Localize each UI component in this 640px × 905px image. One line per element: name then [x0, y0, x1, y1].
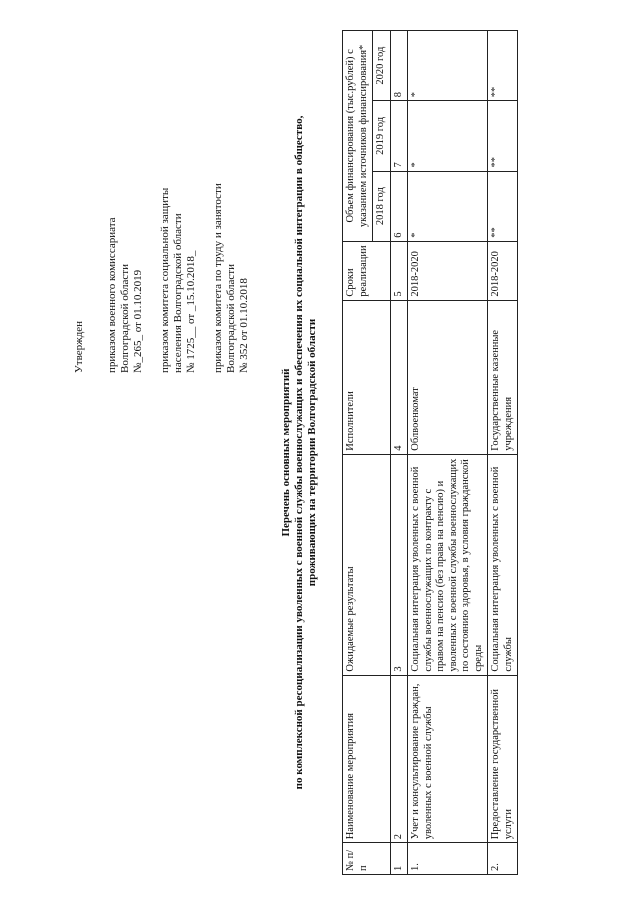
approval-line: №_265_ от 01.10.2019	[132, 269, 144, 373]
approval-line: Волгоградской области	[225, 264, 237, 373]
header-financing: Объем финансирования (тыс.рублей) с указанием источников финансирования*	[343, 31, 373, 242]
column-number: 5	[390, 241, 408, 300]
table-header-row	[343, 31, 373, 875]
approval-line: № 352 от 01.10.2018	[238, 278, 250, 373]
column-number-row	[390, 31, 408, 875]
cell-executors: Облвоенкомат	[408, 300, 488, 454]
header-year-2018: 2018 год	[373, 171, 391, 241]
approval-line: № 1725__ от _15.10.2018_	[185, 250, 197, 373]
cell-results: Социальная интеграция уволенных с военной службы	[488, 454, 518, 675]
measures-table	[342, 30, 518, 875]
cell-fin-2019: **	[488, 101, 518, 171]
approval-title: Утвержден	[73, 320, 85, 373]
heading-line: Перечень основных мероприятий	[280, 368, 292, 537]
cell-fin-2019: *	[408, 101, 488, 171]
approval-line: приказом комитета социальной защиты	[159, 187, 171, 373]
header-executors: Исполнители	[343, 300, 391, 454]
cell-fin-2018: **	[488, 171, 518, 241]
header-year-2020: 2020 год	[373, 31, 391, 101]
approval-line: Волгоградской области	[119, 264, 131, 373]
heading-line: проживающих на территории Волгоградской области	[306, 318, 318, 587]
cell-fin-2018: *	[408, 171, 488, 241]
table-row	[488, 31, 518, 875]
column-number: 3	[390, 454, 408, 675]
header-num: № п/п	[343, 843, 391, 875]
approval-line: приказом военного комиссариата	[106, 217, 118, 373]
cell-num: 1.	[408, 843, 488, 875]
cell-num: 2.	[488, 843, 518, 875]
cell-results: Социальная интеграция уволенных с военной службы военнослужащих по контракту с правом на пенсию (без права на пенсию) и уволенных с военной службы военнослужащих по состоянию здоровья, в условия гражданской среды	[408, 454, 488, 675]
header-terms: Сроки реализации	[343, 241, 391, 300]
header-name: Наименование мероприятия	[343, 675, 391, 843]
column-number: 7	[390, 101, 408, 171]
heading-line: по комплексной ресоциализации уволенных с военной службы военнослужащих и обеспечения их социальной интеграции в общество,	[293, 115, 305, 790]
cell-fin-2020: *	[408, 31, 488, 101]
column-number: 8	[390, 31, 408, 101]
header-results: Ожидаемые результаты	[343, 454, 391, 675]
cell-terms: 2018-2020	[408, 241, 488, 300]
cell-name: Учет и консультирование граждан, уволенных с военной службы	[408, 675, 488, 843]
column-number: 6	[390, 171, 408, 241]
approval-block-social	[159, 93, 198, 373]
approval-line: приказом комитета по труду и занятости	[212, 183, 224, 373]
table-row	[408, 31, 488, 875]
column-number: 1	[390, 843, 408, 875]
column-number: 4	[390, 300, 408, 454]
cell-executors: Государственные казенные учреждения	[488, 300, 518, 454]
column-number: 2	[390, 675, 408, 843]
document-heading	[280, 0, 319, 905]
cell-name: Предоставление государственной услуги	[488, 675, 518, 843]
cell-terms: 2018-2020	[488, 241, 518, 300]
header-year-2019: 2019 год	[373, 101, 391, 171]
approval-block-labor	[212, 93, 251, 373]
approval-stamp	[73, 93, 265, 373]
approval-line: населения Волгоградской области	[172, 213, 184, 373]
approval-block-military	[106, 93, 145, 373]
cell-fin-2020: **	[488, 31, 518, 101]
